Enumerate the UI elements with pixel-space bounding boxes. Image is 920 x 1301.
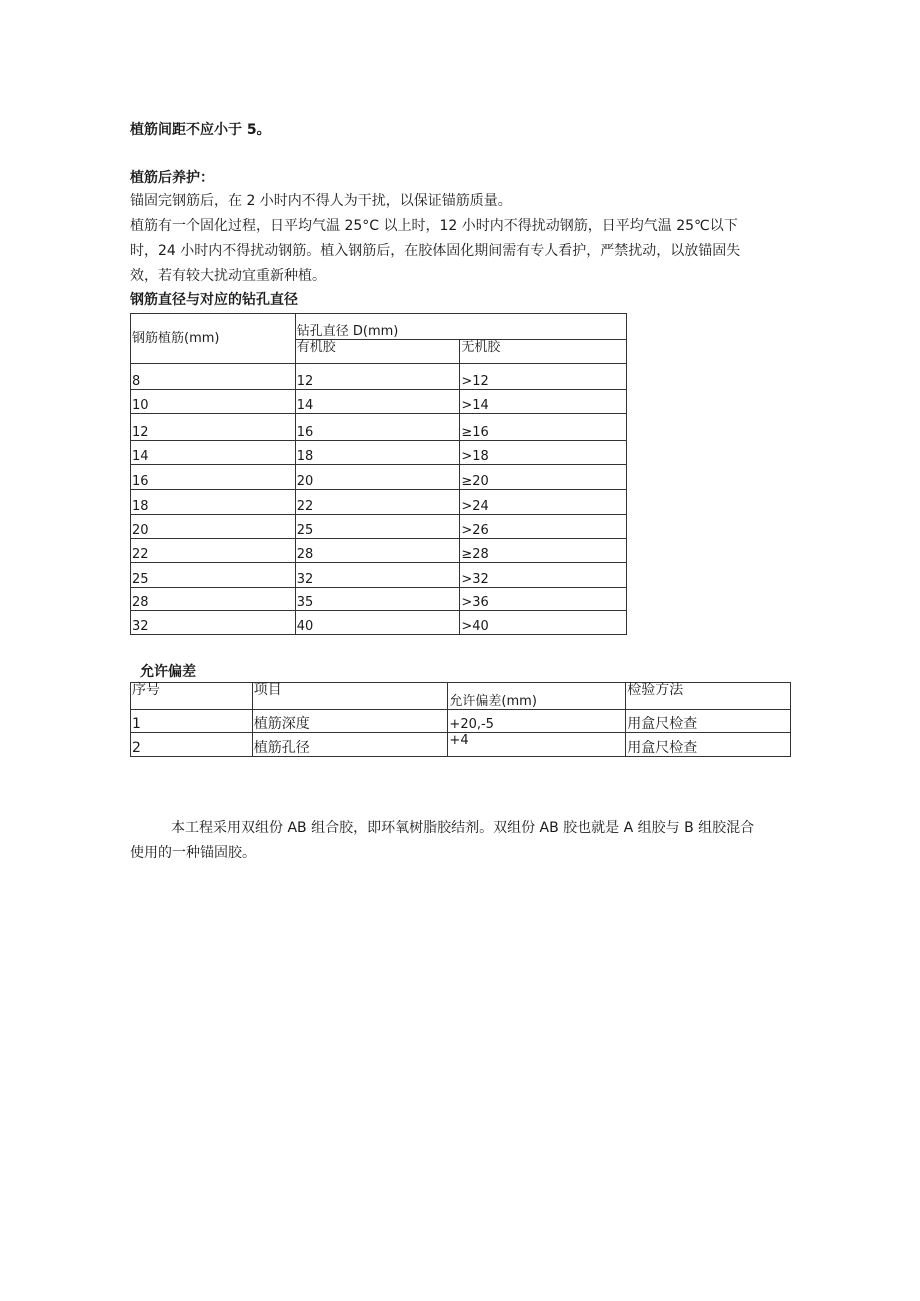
closing-paragraph-line-1: 本工程采用双组份 AB 组合胶，即环氧树脂胶结剂。双组份 AB 胶也就是 A 组胶与 B 组胶混合 bbox=[171, 820, 755, 836]
header-method: 检验方法 bbox=[626, 683, 791, 710]
organic-cell: 20 bbox=[295, 465, 460, 490]
care-paragraph-2-line-2: 时，24 小时内不得扰动钢筋。植入钢筋后，在胶体固化期间需有专人看护，严禁扰动，以放锚固失 bbox=[130, 243, 741, 259]
closing-paragraph-line-2: 使用的一种锚固胶。 bbox=[130, 845, 256, 861]
inorganic-cell: >24 bbox=[460, 490, 627, 515]
rebar-cell: 18 bbox=[131, 490, 296, 515]
table-row bbox=[131, 611, 627, 635]
item-cell: 植筋深度 bbox=[252, 710, 448, 733]
item-cell: 植筋孔径 bbox=[252, 733, 448, 757]
care-paragraph-2-line-3: 效，若有较大扰动宜重新种植。 bbox=[130, 268, 326, 284]
inorganic-cell: ≥20 bbox=[460, 465, 627, 490]
inorganic-cell: ≥28 bbox=[460, 539, 627, 563]
table-row bbox=[131, 364, 627, 390]
care-paragraph-2-line-1: 植筋有一个固化过程，日平均气温 25°C 以上时，12 小时内不得扰动钢筋，日平均气温 25℃以下 bbox=[130, 218, 738, 234]
tolerance-cell: +4 bbox=[448, 733, 626, 757]
drill-hole-table-body bbox=[131, 314, 627, 635]
organic-cell: 28 bbox=[295, 539, 460, 563]
rebar-cell: 28 bbox=[131, 588, 296, 611]
care-heading: 植筋后养护： bbox=[130, 170, 214, 186]
inorganic-cell: >26 bbox=[460, 515, 627, 539]
organic-cell: 12 bbox=[295, 364, 460, 390]
rebar-cell: 14 bbox=[131, 441, 296, 465]
organic-cell: 40 bbox=[295, 611, 460, 635]
organic-cell: 22 bbox=[295, 490, 460, 515]
organic-cell: 14 bbox=[295, 390, 460, 414]
table-row bbox=[131, 490, 627, 515]
rebar-cell: 8 bbox=[131, 364, 296, 390]
inorganic-cell: >32 bbox=[460, 563, 627, 588]
spacing-note: 植筋间距不应小于 5。 bbox=[130, 122, 271, 138]
inorganic-cell: >36 bbox=[460, 588, 627, 611]
organic-cell: 35 bbox=[295, 588, 460, 611]
inorganic-cell: >14 bbox=[460, 390, 627, 414]
organic-cell: 16 bbox=[295, 414, 460, 441]
rebar-cell: 12 bbox=[131, 414, 296, 441]
table-row bbox=[131, 588, 627, 611]
inorganic-cell: >12 bbox=[460, 364, 627, 390]
drill-hole-table bbox=[130, 313, 627, 635]
header-hole-diameter: 钻孔直径 D(mm) bbox=[295, 314, 626, 340]
header-seq: 序号 bbox=[131, 683, 253, 710]
header-item: 项目 bbox=[252, 683, 448, 710]
table-row bbox=[131, 465, 627, 490]
rebar-cell: 16 bbox=[131, 465, 296, 490]
header-rebar: 钢筋植筋(mm) bbox=[131, 314, 296, 364]
tolerance-cell: +20,-5 bbox=[448, 710, 626, 733]
rebar-cell: 20 bbox=[131, 515, 296, 539]
table-row bbox=[131, 563, 627, 588]
table-row bbox=[131, 414, 627, 441]
seq-cell: 2 bbox=[131, 733, 253, 757]
inorganic-cell: >18 bbox=[460, 441, 627, 465]
method-cell: 用盒尺检查 bbox=[626, 710, 791, 733]
table-row bbox=[131, 441, 627, 465]
table1-heading: 钢筋直径与对应的钻孔直径 bbox=[130, 292, 298, 308]
rebar-cell: 10 bbox=[131, 390, 296, 414]
table-row bbox=[131, 515, 627, 539]
seq-cell: 1 bbox=[131, 710, 253, 733]
method-cell: 用盒尺检查 bbox=[626, 733, 791, 757]
table-row bbox=[131, 390, 627, 414]
organic-cell: 32 bbox=[295, 563, 460, 588]
header-organic: 有机胶 bbox=[295, 340, 460, 364]
rebar-cell: 22 bbox=[131, 539, 296, 563]
tolerance-table bbox=[130, 682, 791, 757]
tolerance-table-body bbox=[131, 683, 791, 757]
organic-cell: 18 bbox=[295, 441, 460, 465]
table2-heading: 允许偏差 bbox=[140, 664, 196, 680]
organic-cell: 25 bbox=[295, 515, 460, 539]
rebar-cell: 25 bbox=[131, 563, 296, 588]
care-paragraph-1: 锚固完钢筋后，在 2 小时内不得人为干扰，以保证锚筋质量。 bbox=[130, 193, 512, 209]
inorganic-cell: >40 bbox=[460, 611, 627, 635]
table-row bbox=[131, 539, 627, 563]
rebar-cell: 32 bbox=[131, 611, 296, 635]
inorganic-cell: ≥16 bbox=[460, 414, 627, 441]
header-tolerance: 允许偏差(mm) bbox=[448, 683, 626, 710]
header-inorganic: 无机胶 bbox=[460, 340, 627, 364]
